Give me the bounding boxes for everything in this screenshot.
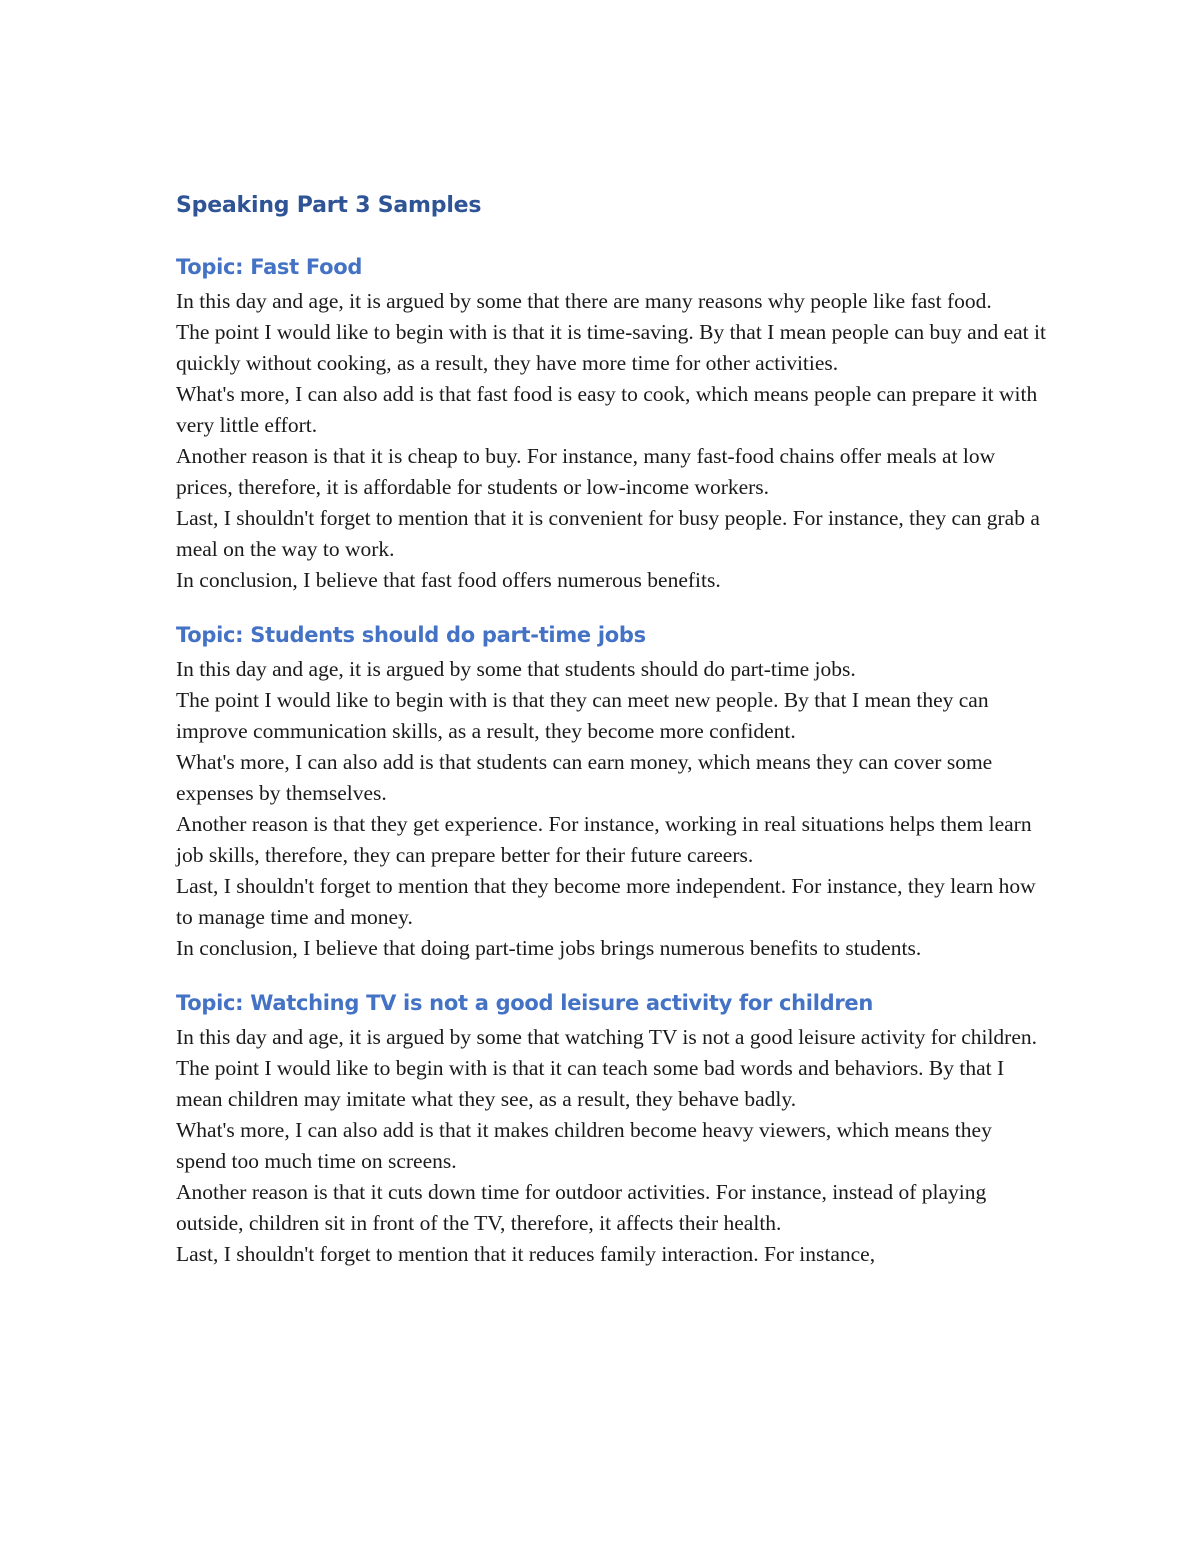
document-title: Speaking Part 3 Samples: [176, 193, 482, 218]
paragraph: The point I would like to begin with is that it is time-saving. By that I mean people can buy and eat it quickly without cooking, as a result, they have more time for other activities.: [176, 320, 1046, 375]
section-part-time-jobs: [176, 620, 1046, 964]
paragraph: Last, I shouldn't forget to mention that it is convenient for busy people. For instance, they can grab a meal on the way to work.: [176, 506, 1040, 561]
paragraph: In conclusion, I believe that fast food offers numerous benefits.: [176, 568, 721, 592]
section-watching-tv: [176, 988, 1046, 1270]
topic-heading: Topic: Fast Food: [176, 255, 363, 279]
paragraph: In conclusion, I believe that doing part-time jobs brings numerous benefits to students.: [176, 936, 922, 960]
paragraph: What's more, I can also add is that students can earn money, which means they can cover some expenses by themselves.: [176, 750, 993, 805]
paragraph: What's more, I can also add is that it makes children become heavy viewers, which means they spend too much time on screens.: [176, 1118, 992, 1173]
paragraph: The point I would like to begin with is that it can teach some bad words and behaviors. By that I mean children may imitate what they see, as a result, they behave badly.: [176, 1056, 1005, 1111]
paragraph: In this day and age, it is argued by some that watching TV is not a good leisure activity for children.: [176, 1025, 1038, 1049]
paragraph: The point I would like to begin with is that they can meet new people. By that I mean they can improve communication skills, as a result, they become more confident.: [176, 688, 989, 743]
paragraph: What's more, I can also add is that fast food is easy to cook, which means people can prepare it with very little effort.: [176, 382, 1038, 437]
paragraph: Another reason is that it is cheap to buy. For instance, many fast-food chains offer meals at low prices, therefore, it is affordable for students or low-income workers.: [176, 444, 996, 499]
topic-heading: Topic: Students should do part-time jobs: [176, 623, 646, 647]
paragraph: Another reason is that it cuts down time for outdoor activities. For instance, instead of playing outside, children sit in front of the TV, therefore, it affects their health.: [176, 1180, 987, 1235]
topic-heading: Topic: Watching TV is not a good leisure activity for children: [176, 991, 873, 1015]
section-fast-food: [176, 252, 1046, 596]
paragraph: In this day and age, it is argued by some that students should do part-time jobs.: [176, 657, 856, 681]
document-page: [176, 190, 1046, 1294]
paragraph: In this day and age, it is argued by some that there are many reasons why people like fast food.: [176, 289, 992, 313]
paragraph: Last, I shouldn't forget to mention that it reduces family interaction. For instance,: [176, 1242, 876, 1266]
paragraph: Another reason is that they get experience. For instance, working in real situations helps them learn job skills, therefore, they can prepare better for their future careers.: [176, 812, 1032, 867]
paragraph: Last, I shouldn't forget to mention that they become more independent. For instance, they learn how to manage time and money.: [176, 874, 1036, 929]
